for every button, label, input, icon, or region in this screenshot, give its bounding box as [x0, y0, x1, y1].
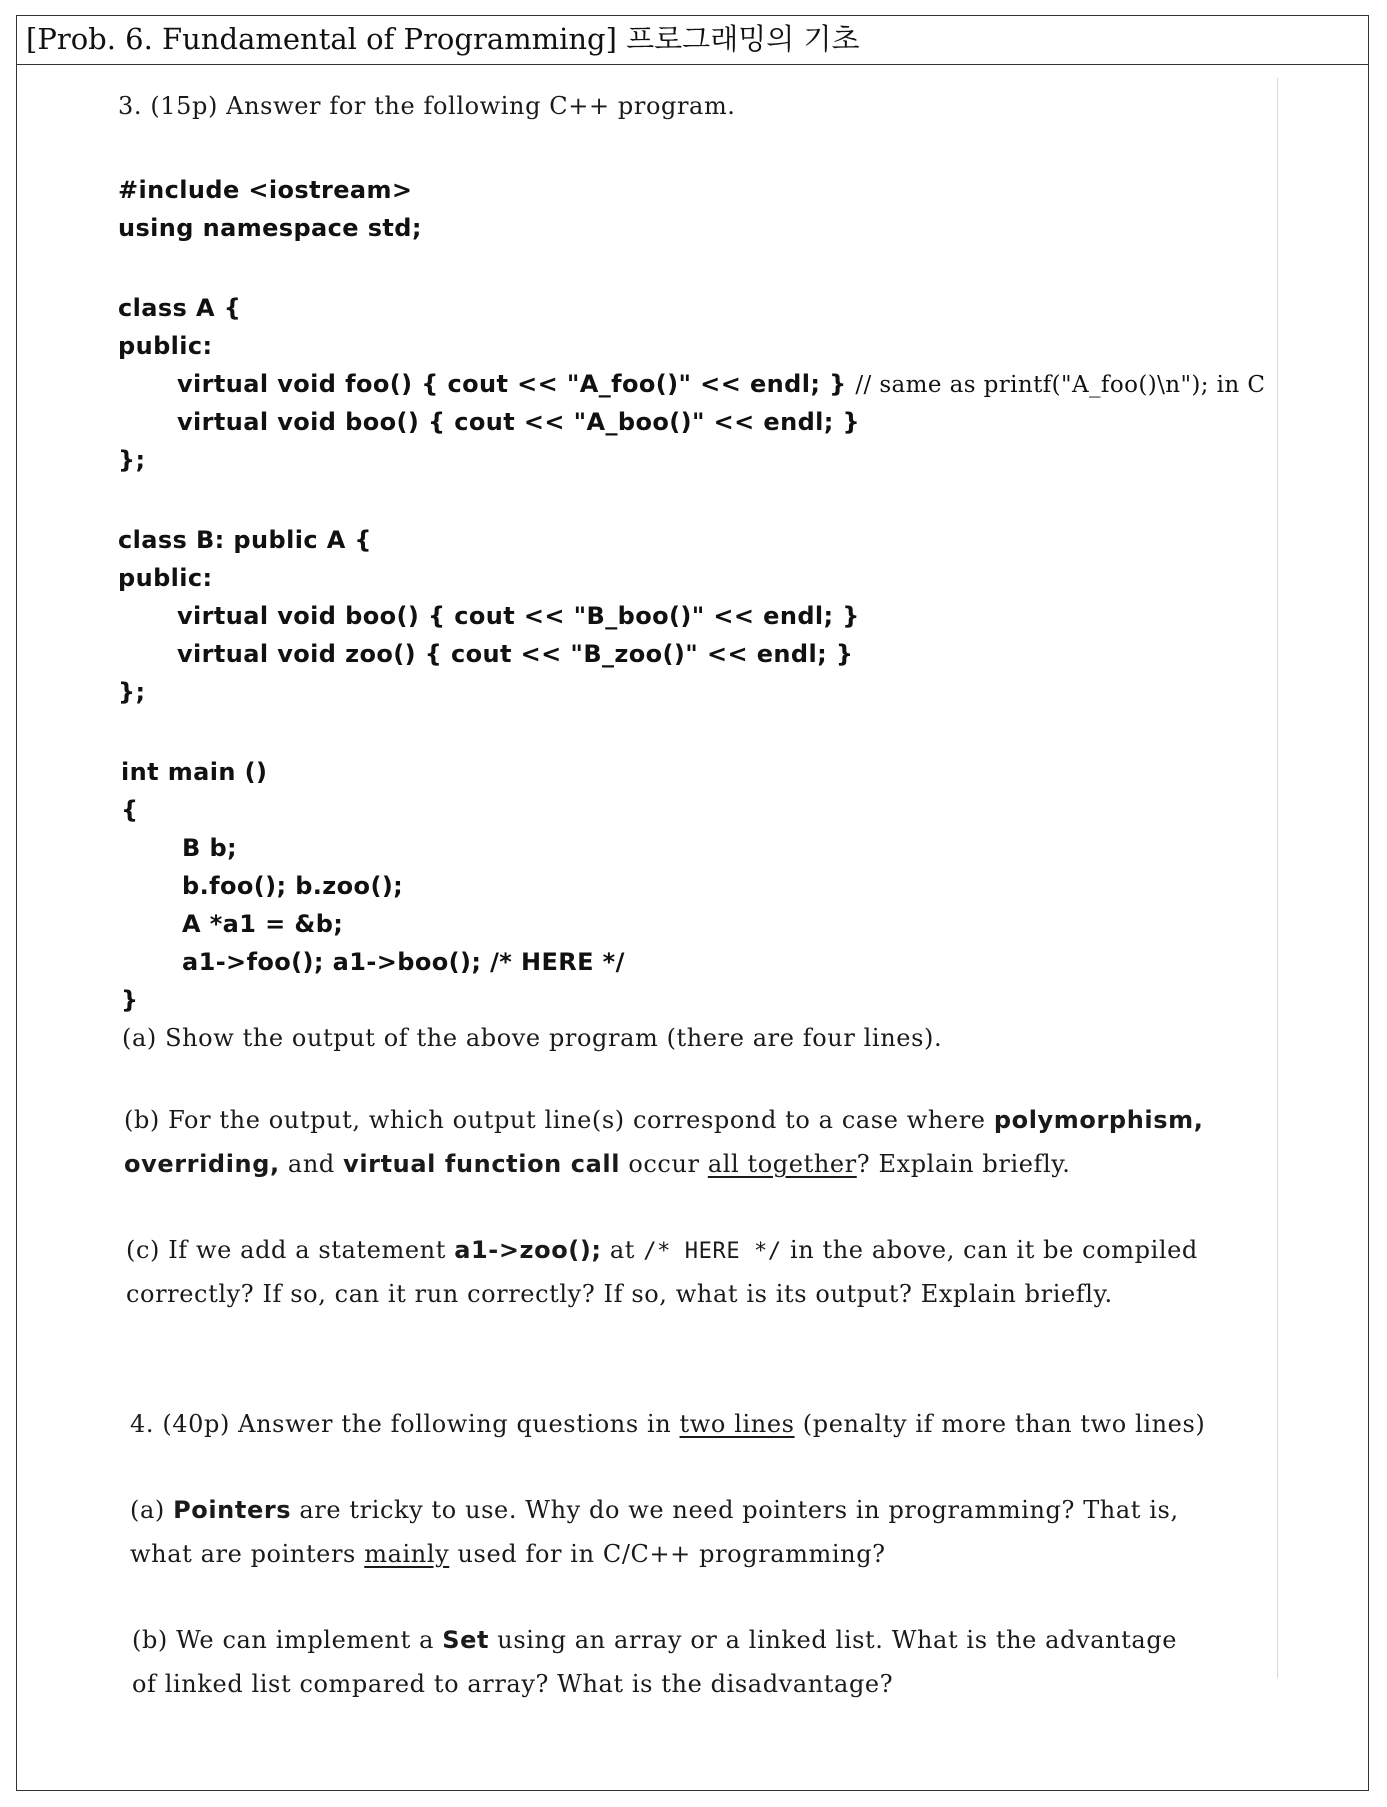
q3b-text-and: and	[279, 1150, 344, 1178]
q3-part-b-line1	[124, 1106, 1203, 1134]
code-line-public-b: public:	[118, 564, 213, 592]
code-line-open-brace: {	[121, 796, 139, 824]
q3b-polymorphism: polymorphism,	[993, 1106, 1204, 1134]
q3c-here-marker: /* HERE */	[643, 1239, 782, 1264]
q3c-statement: a1->zoo();	[454, 1236, 602, 1264]
code-line-main: int main ()	[121, 758, 268, 786]
code-line-class-a-end: };	[118, 446, 146, 474]
page-border	[16, 15, 1369, 1791]
q3-prompt: 3. (15p) Answer for the following C++ program.	[118, 92, 736, 120]
problem-header: [Prob. 6. Fundamental of Programming] 프로그래밍의 기초	[26, 22, 860, 56]
code-a-foo-text: virtual void foo() { cout << "A_foo()" << endl; }	[177, 370, 847, 398]
q4a-mainly: mainly	[364, 1540, 450, 1568]
q3c-text-1: (c) If we add a statement	[126, 1236, 455, 1264]
q4-text-1: 4. (40p) Answer the following questions in	[130, 1410, 680, 1438]
code-line-b-decl: B b;	[182, 834, 238, 862]
q4b-text-1: (b) We can implement a	[132, 1626, 443, 1654]
q4-prompt	[130, 1410, 1205, 1438]
q4-part-a-line2	[130, 1540, 886, 1568]
q4b-set: Set	[442, 1626, 490, 1654]
q3b-text-end: ? Explain briefly.	[856, 1150, 1071, 1178]
code-line-b-boo: virtual void boo() { cout << "B_boo()" << endl; }	[177, 602, 860, 630]
code-line-class-a: class A {	[118, 294, 242, 322]
code-line-class-b-end: };	[118, 678, 146, 706]
q4-part-b-line2: of linked list compared to array? What is the disadvantage?	[132, 1670, 894, 1698]
q3c-text-2: in the above, can it be compiled	[781, 1236, 1198, 1264]
code-line-close-brace: }	[121, 986, 139, 1014]
q3c-text-at: at	[601, 1236, 644, 1264]
code-line-namespace: using namespace std;	[118, 214, 422, 242]
q4a-text: are tricky to use. Why do we need pointers in programming? That is,	[291, 1496, 1179, 1524]
q4a-line2-text-2: used for in C/C++ programming?	[449, 1540, 886, 1568]
code-line-class-b: class B: public A {	[118, 526, 372, 554]
right-margin-rule	[1277, 78, 1278, 1678]
q4-text-2: (penalty if more than two lines)	[794, 1410, 1206, 1438]
q4-two-lines: two lines	[679, 1410, 795, 1438]
code-line-b-calls: b.foo(); b.zoo();	[182, 872, 404, 900]
code-line-public-a: public:	[118, 332, 213, 360]
code-line-a-boo: virtual void boo() { cout << "A_boo()" << endl; }	[177, 408, 861, 436]
q3b-text-1: (b) For the output, which output line(s) correspond to a case where	[124, 1106, 994, 1134]
code-line-include: #include <iostream>	[118, 176, 413, 204]
q3b-all-together: all together	[707, 1150, 857, 1178]
q3-part-a: (a) Show the output of the above program (there are four lines).	[122, 1024, 943, 1052]
q3b-text-occur: occur	[620, 1150, 708, 1178]
code-line-a1-calls: a1->foo(); a1->boo(); /* HERE */	[182, 948, 625, 976]
q3-part-c-line1	[126, 1236, 1198, 1264]
header-divider	[16, 64, 1369, 65]
q4-part-a-line1	[130, 1496, 1179, 1524]
code-line-pointer: A *a1 = &b;	[182, 910, 344, 938]
q4a-pointers: Pointers	[173, 1496, 292, 1524]
code-comment-printf: // same as printf("A_foo()\n"); in C	[855, 372, 1266, 398]
q4b-text-2: using an array or a linked list. What is the advantage	[489, 1626, 1178, 1654]
q3-part-b-line2	[124, 1150, 1071, 1178]
q3b-overriding: overriding,	[124, 1150, 280, 1178]
code-line-a-foo	[177, 370, 1265, 398]
q4-part-b-line1	[132, 1626, 1177, 1654]
q3b-virtual-call: virtual function call	[343, 1150, 621, 1178]
code-line-b-zoo: virtual void zoo() { cout << "B_zoo()" << endl; }	[177, 640, 854, 668]
q4a-prefix: (a)	[130, 1496, 174, 1524]
q3-part-c-line2: correctly? If so, can it run correctly? If so, what is its output? Explain briefly.	[126, 1280, 1113, 1308]
q4a-line2-text-1: what are pointers	[130, 1540, 365, 1568]
